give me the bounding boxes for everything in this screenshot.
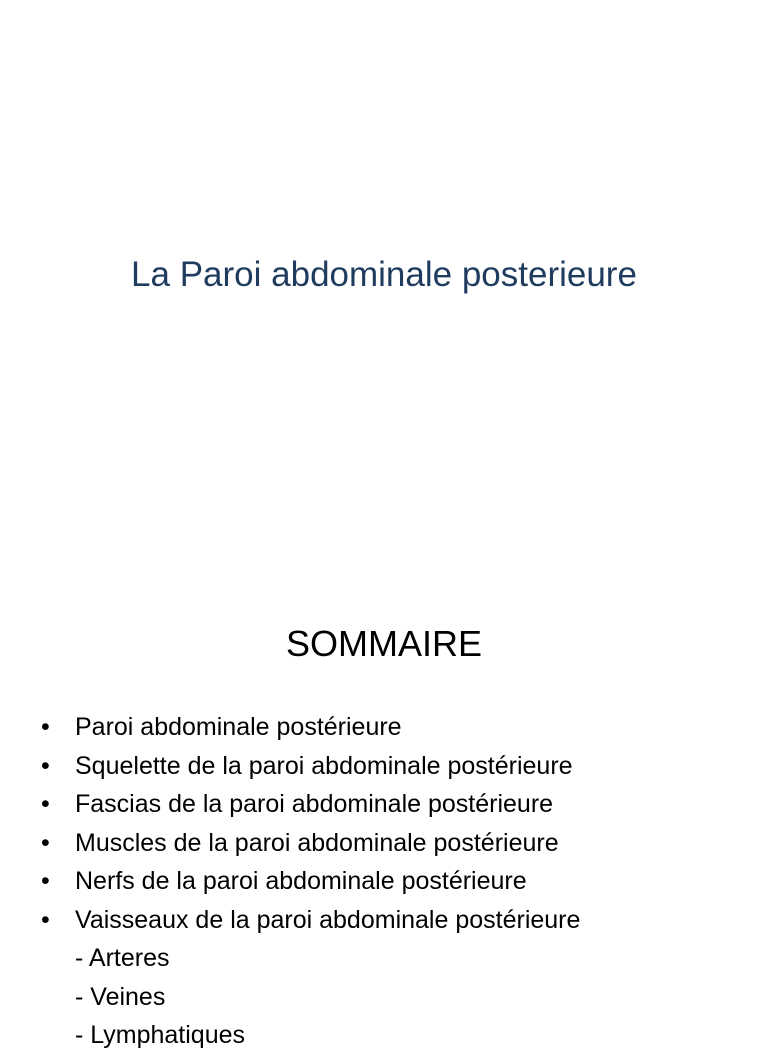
list-item — [36, 901, 756, 940]
sommaire-heading: SOMMAIRE — [285, 623, 482, 664]
bullet-icon: • — [41, 828, 50, 857]
bullet-icon: • — [41, 867, 50, 895]
sub-list-item-text: - Lymphatiques — [75, 1021, 245, 1049]
list-item-text: Paroi abdominale postérieure — [75, 713, 402, 741]
list-item — [36, 708, 756, 747]
list-item — [36, 785, 756, 824]
sub-list-item — [36, 1016, 756, 1055]
list-item — [36, 747, 756, 786]
list-item — [36, 862, 756, 901]
bullet-icon: • — [41, 905, 50, 934]
list-item — [36, 824, 756, 863]
bullet-icon: • — [41, 751, 50, 780]
sub-list-item — [36, 939, 756, 978]
bullet-icon: • — [41, 790, 50, 818]
list-item-text: Vaisseaux de la paroi abdominale postérieure — [75, 905, 581, 934]
sommaire-list — [36, 708, 756, 1055]
bullet-icon: • — [41, 713, 50, 741]
slide-sommaire — [0, 576, 768, 1049]
sub-list-item-text: - Veines — [75, 982, 166, 1011]
list-item-text: Nerfs de la paroi abdominale postérieure — [75, 867, 527, 895]
sub-list-item-text: - Arteres — [75, 944, 170, 972]
slide-title: La Paroi abdominale posterieure — [131, 255, 637, 294]
list-item-text: Muscles de la paroi abdominale postérieure — [75, 828, 559, 857]
list-item-text: Squelette de la paroi abdominale postérieure — [75, 751, 573, 780]
list-item-text: Fascias de la paroi abdominale postérieure — [75, 790, 554, 818]
sub-list-item — [36, 978, 756, 1017]
